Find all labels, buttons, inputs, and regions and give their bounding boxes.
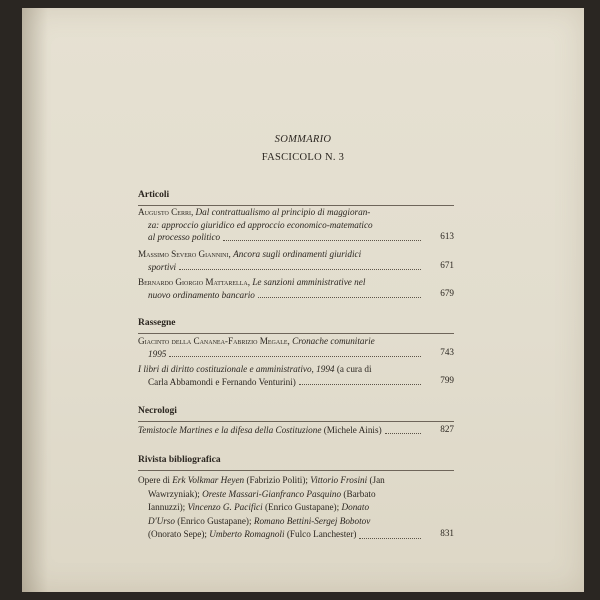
dot-leader bbox=[169, 348, 421, 358]
reviewed-work: D'Urso bbox=[148, 515, 175, 526]
toc-entry[interactable] bbox=[138, 363, 424, 388]
reviewed-work: Umberto Romagnoli bbox=[209, 529, 285, 540]
entry-author: Augusto Cerri bbox=[138, 207, 191, 217]
reviewer: (Barbato bbox=[343, 488, 376, 499]
toc-entry[interactable]: Bernardo Giorgio Mattarella, Le sanzioni amministrative nel nuovo ordinamento bancario bbox=[138, 276, 424, 301]
reviewed-work: Erk Volkmar Heyen bbox=[172, 475, 245, 485]
section-title-rivista: Rivista bibliografica bbox=[138, 455, 221, 465]
page-number: 827 bbox=[440, 424, 454, 434]
page-gutter-shadow bbox=[22, 8, 48, 592]
dot-leader bbox=[359, 528, 421, 539]
reviewer: (Fulco Lanchester) bbox=[286, 529, 357, 540]
page-title: SOMMARIO bbox=[274, 134, 332, 145]
reviewed-work: Donato bbox=[341, 502, 370, 513]
section-rule bbox=[138, 421, 454, 422]
entry-editors: Carla Abbamondi e Fernando Venturini) bbox=[148, 376, 296, 387]
entry-author: Massimo Severo Giannini bbox=[138, 249, 229, 259]
dot-leader bbox=[299, 376, 421, 386]
page-number: 831 bbox=[440, 528, 454, 538]
section-title-necrologi: Necrologi bbox=[138, 406, 177, 416]
toc-entry[interactable]: Massimo Severo Giannini, Ancora sugli ordinamenti giuridici sportivi bbox=[138, 248, 424, 273]
section-title-rassegne: Rassegne bbox=[138, 318, 176, 328]
dot-leader bbox=[385, 424, 421, 434]
reviewer: (Jan bbox=[369, 475, 385, 485]
entry-title-line: Dal contrattualismo al principio di maggioran- bbox=[195, 207, 371, 217]
reviewer: Wawrzyniak); bbox=[148, 488, 200, 499]
toc-entry[interactable]: Augusto Cerri, Dal contrattualismo al principio di maggioran- za: approccio giuridico ed approccio economico-matematico al processo politico bbox=[138, 206, 424, 244]
reviewer: (Fabrizio Politi); bbox=[246, 475, 308, 485]
reviewer: (Onorato Sepe); bbox=[148, 529, 207, 540]
toc-entry[interactable] bbox=[138, 474, 424, 542]
entry-title-line: nuovo ordinamento bancario bbox=[148, 289, 255, 300]
entry-author: (Michele Ainis) bbox=[323, 425, 382, 435]
page-number: 613 bbox=[440, 231, 454, 241]
reviewer: (Enrico Gustapane); bbox=[177, 515, 252, 526]
entry-title-line: Ancora sugli ordinamenti giuridici bbox=[233, 249, 362, 259]
page-number: 679 bbox=[440, 288, 454, 298]
dot-leader bbox=[258, 289, 421, 299]
section-rule bbox=[138, 470, 454, 471]
entry-author: Giacinto della Cananea-Fabrizio Megale bbox=[138, 336, 288, 346]
entry-title-line: 1995 bbox=[148, 348, 167, 359]
entry-intro: Opere di bbox=[138, 475, 170, 485]
reviewed-work: Vittorio Frosini bbox=[310, 475, 368, 485]
entry-editor: (a cura di bbox=[336, 364, 372, 374]
entry-title-line: I libri di diritto costituzionale e amministrativo, 1994 bbox=[138, 364, 335, 374]
toc-entry[interactable]: Giacinto della Cananea-Fabrizio Megale, Cronache comunitarie 1995 bbox=[138, 335, 424, 360]
page-number: 671 bbox=[440, 260, 454, 270]
issue-number: FASCICOLO N. 3 bbox=[261, 152, 345, 163]
reviewed-work: Vincenzo G. Pacifici bbox=[187, 502, 263, 513]
dot-leader bbox=[223, 231, 421, 241]
entry-title-line: Temistocle Martines e la difesa della Costituzione bbox=[138, 425, 322, 435]
page-number: 743 bbox=[440, 347, 454, 357]
entry-title-line: za: approccio giuridico ed approccio economico-matematico bbox=[148, 219, 373, 230]
reviewer: Iannuzzi); bbox=[148, 502, 186, 513]
page-number: 799 bbox=[440, 375, 454, 385]
dot-leader bbox=[179, 261, 421, 271]
reviewed-work: Romano Bettini-Sergej Bobotov bbox=[253, 515, 371, 526]
section-rule bbox=[138, 333, 454, 334]
book-page bbox=[22, 8, 584, 592]
entry-title-line: al processo politico bbox=[148, 232, 221, 242]
entry-author: Bernardo Giorgio Mattarella bbox=[138, 277, 248, 287]
toc-entry[interactable] bbox=[138, 424, 424, 437]
section-title-articoli: Articoli bbox=[138, 190, 170, 200]
reviewed-work: Oreste Massari-Gianfranco Pasquino bbox=[202, 488, 342, 499]
entry-title-line: sportivi bbox=[148, 261, 177, 272]
entry-title-line: Cronache comunitarie bbox=[292, 336, 375, 346]
reviewer: (Enrico Gustapane); bbox=[264, 502, 340, 513]
entry-title-line: Le sanzioni amministrative nel bbox=[252, 277, 366, 287]
